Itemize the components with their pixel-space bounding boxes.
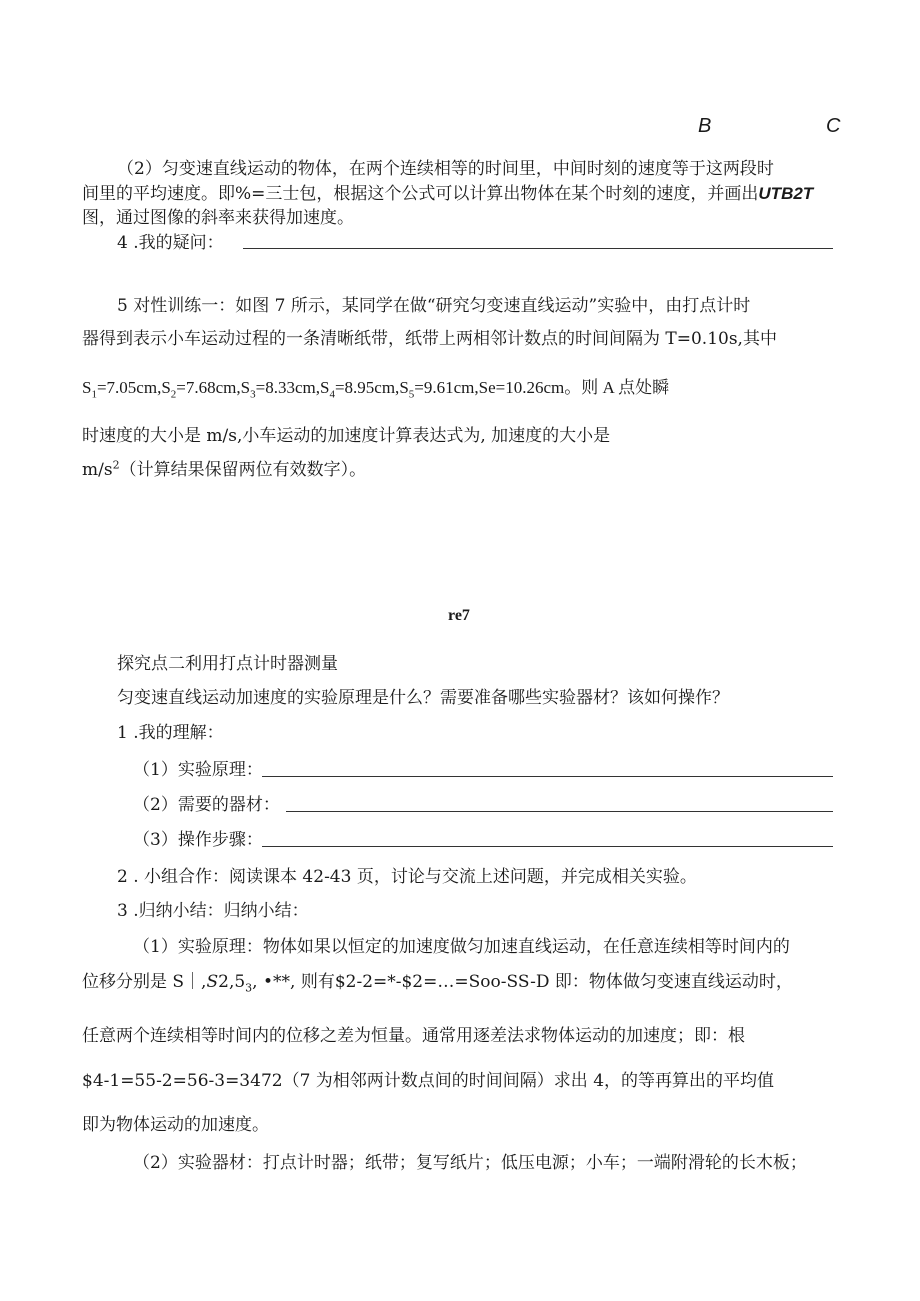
principle-para-line1: （1）实验原理：物体如果以恒定的加速度做匀加速直线运动，在任意连续相等时间内的 — [133, 937, 790, 957]
s2-value: =7.68cm, — [176, 378, 241, 397]
group-work: 2 . 小组合作：阅读课本 42-43 页，讨论与交流上述问题，并完成相关实验。 — [117, 867, 697, 887]
question-4-answer-blank[interactable] — [243, 248, 833, 249]
principle-para-line5: 即为物体运动的加速度。 — [82, 1115, 269, 1135]
question-5-line4: 时速度的大小是 m∕s,小车运动的加速度计算表达式为, 加速度的大小是 — [82, 426, 611, 446]
figure-label-c: C — [826, 115, 841, 137]
s4-value: =8.95cm, — [334, 378, 400, 397]
s4-sub: 4 — [329, 388, 335, 401]
item2-line2-text: 间里的平均速度。即%=三士包，根据这个公式可以计算出物体在某个时刻的速度，并画出 — [82, 184, 759, 204]
s2-sub: 2 — [170, 388, 177, 401]
s5-sub: 5 — [408, 388, 415, 401]
measurements-line — [82, 377, 669, 399]
s1-value: =7.05cm, — [96, 378, 162, 397]
principle-answer-blank[interactable] — [262, 776, 833, 777]
steps-answer-blank[interactable] — [262, 846, 833, 847]
summary-label: 3 .归纳小结：归纳小结： — [117, 901, 309, 921]
question-5-line5 — [82, 459, 366, 481]
displacement-symbol: S — [206, 972, 219, 992]
s1-sub: 1 — [91, 388, 97, 401]
s2-label: S — [161, 378, 171, 397]
s3-value: =8.33cm, — [255, 378, 320, 397]
s5-value: =9.61cm, — [414, 378, 479, 397]
displacement-text: 位移分别是 S｜, — [82, 972, 207, 992]
displacement-text-2: 2,5 — [218, 972, 246, 992]
equipment-label: （2）需要的器材： — [133, 795, 280, 815]
principle-label: （1）实验原理： — [133, 760, 263, 780]
s5-label: S — [399, 378, 409, 397]
item2-line2-formula: UTB2T — [758, 184, 814, 203]
section2-question: 匀变速直线运动加速度的实验原理是什么？需要准备哪些实验器材？该如何操作？ — [117, 688, 729, 708]
unit-text: m∕s — [82, 460, 113, 480]
item2-line1: （2）匀变速直线运动的物体，在两个连续相等的时间里，中间时刻的速度等于这两段时 — [117, 159, 774, 179]
question-5-line1: 5 对性训练一：如图 7 所示，某同学在做“研究匀变速直线运动”实验中，由打点计时 — [117, 296, 751, 316]
principle-para-line3: 任意两个连续相等时间内的位移之差为恒量。通常用逐差法求物体运动的加速度；即：根 — [82, 1026, 745, 1046]
s3-label: S — [240, 378, 251, 397]
equipment-para-line1: （2）实验器材：打点计时器；纸带；复写纸片；低压电源；小车；一端附滑轮的长木板； — [133, 1153, 807, 1173]
question-5-line2: 器得到表示小车运动过程的一条清晰纸带，纸带上两相邻计数点的时间间隔为 T=0.10s,其中 — [82, 329, 777, 349]
displacement-sub: 3 — [245, 981, 253, 995]
item2-line2 — [82, 183, 813, 205]
item2-line3: 图，通过图像的斜率来获得加速度。 — [82, 208, 354, 228]
steps-label: （3）操作步骤： — [133, 830, 263, 850]
s4-label: S — [319, 378, 330, 397]
s1-label: S — [82, 378, 92, 397]
precision-note: （计算结果保留两位有效数字）。 — [119, 460, 367, 480]
principle-para-line2 — [82, 971, 793, 993]
section2-heading: 探究点二利用打点计时器测量 — [117, 654, 338, 674]
displacement-formula: , •**, 则有$2-2=*-$2=…=Soo-SS-D 即：物体做匀变速直线运动时， — [252, 972, 793, 992]
figure-caption: re7 — [448, 607, 470, 624]
principle-para-line4: $4-1=55-2=56-3=3472（7 为相邻两计数点间的时间间隔）求出 4，的等再算出的平均值 — [82, 1071, 775, 1091]
s6-and-question: Se=10.26cm。则 A 点处瞬 — [478, 378, 670, 397]
understanding-label: 1 .我的理解： — [117, 723, 224, 743]
figure-label-b: B — [698, 115, 712, 137]
unit-sup: 2 — [112, 458, 120, 472]
s3-sub: 3 — [250, 388, 256, 401]
equipment-answer-blank[interactable] — [286, 811, 833, 812]
question-4: 4 .我的疑问： — [117, 233, 224, 253]
